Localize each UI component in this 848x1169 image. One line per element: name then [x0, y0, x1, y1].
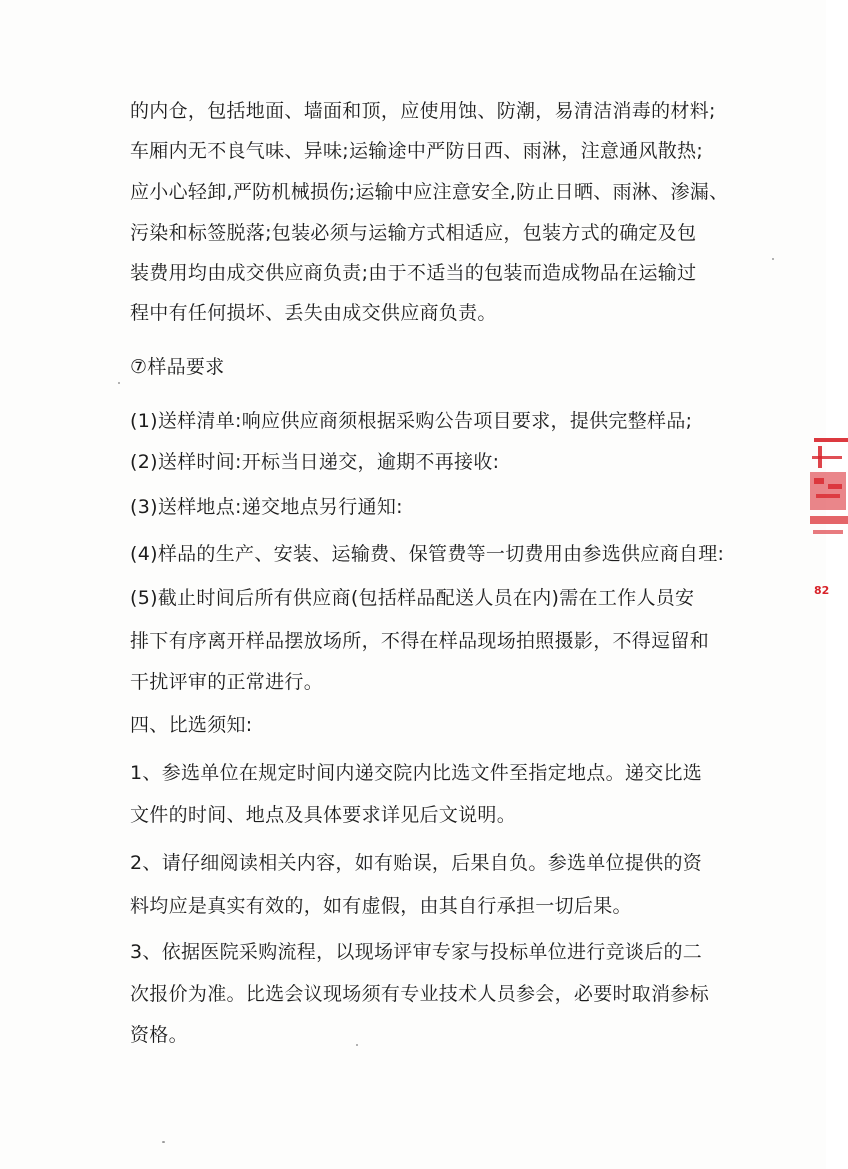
sample-item-5: (5)截止时间后所有供应商(包括样品配送人员在内)需在工作人员安 [130, 587, 695, 609]
scan-speck [162, 1141, 165, 1143]
body-line-2: 车厢内无不良气味、异味;运输途中严防日西、雨淋，注意通风散热; [130, 140, 704, 162]
sample-item-5-cont-1: 排下有序离开样品摆放场所，不得在样品现场拍照摄影，不得逗留和 [130, 630, 710, 652]
body-line-5: 装费用均由成交供应商负责;由于不适当的包装而造成物品在运输过 [130, 262, 697, 284]
notice-item-1: 1、参选单位在规定时间内递交院内比选文件至指定地点。递交比选 [130, 762, 703, 784]
notice-item-2: 2、请仔细阅读相关内容，如有贻误，后果自负。参选单位提供的资 [130, 852, 703, 874]
notice-item-3: 3、依据医院采购流程，以现场评审专家与投标单位进行竞谈后的二 [130, 941, 703, 963]
body-line-3: 应小心轻卸,严防机械损伤;运输中应注意安全,防止日晒、雨淋、渗漏、 [130, 181, 729, 203]
sample-item-4: (4)样品的生产、安装、运输费、保管费等一切费用由参选供应商自理: [130, 543, 725, 565]
notice-item-2-cont: 料均应是真实有效的，如有虚假，由其自行承担一切后果。 [130, 895, 632, 917]
section-heading-selection-notice: 四、比选须知: [130, 714, 253, 736]
body-line-6: 程中有任何损坏、丢失由成交供应商负责。 [130, 302, 497, 324]
sample-item-2: (2)送样时间:开标当日递交，逾期不再接收: [130, 451, 500, 473]
sample-item-1: (1)送样清单:响应供应商须根据采购公告项目要求，提供完整样品; [130, 410, 693, 432]
stamp-fragment-number: 82 [814, 584, 830, 597]
scan-speck [772, 258, 774, 260]
section-heading-sample-requirements: ⑦样品要求 [130, 356, 225, 378]
body-line-4: 污染和标签脱落;包装必须与运输方式相适应，包装方式的确定及包 [130, 222, 697, 244]
notice-item-3-cont-1: 次报价为准。比选会议现场须有专业技术人员参会，必要时取消参标 [130, 983, 710, 1005]
sample-item-3: (3)送样地点:递交地点另行通知: [130, 496, 403, 518]
red-seal-stamp-icon [808, 432, 848, 602]
scan-speck [356, 1044, 358, 1046]
sample-item-5-cont-2: 干扰评审的正常进行。 [130, 671, 324, 693]
notice-item-1-cont: 文件的时间、地点及具体要求详见后文说明。 [130, 804, 517, 826]
scan-speck [118, 382, 120, 384]
body-line-1: 的内仓，包括地面、墙面和顶，应使用蚀、防潮，易清洁消毒的材料; [130, 100, 716, 122]
notice-item-3-cont-2: 资格。 [130, 1024, 188, 1046]
